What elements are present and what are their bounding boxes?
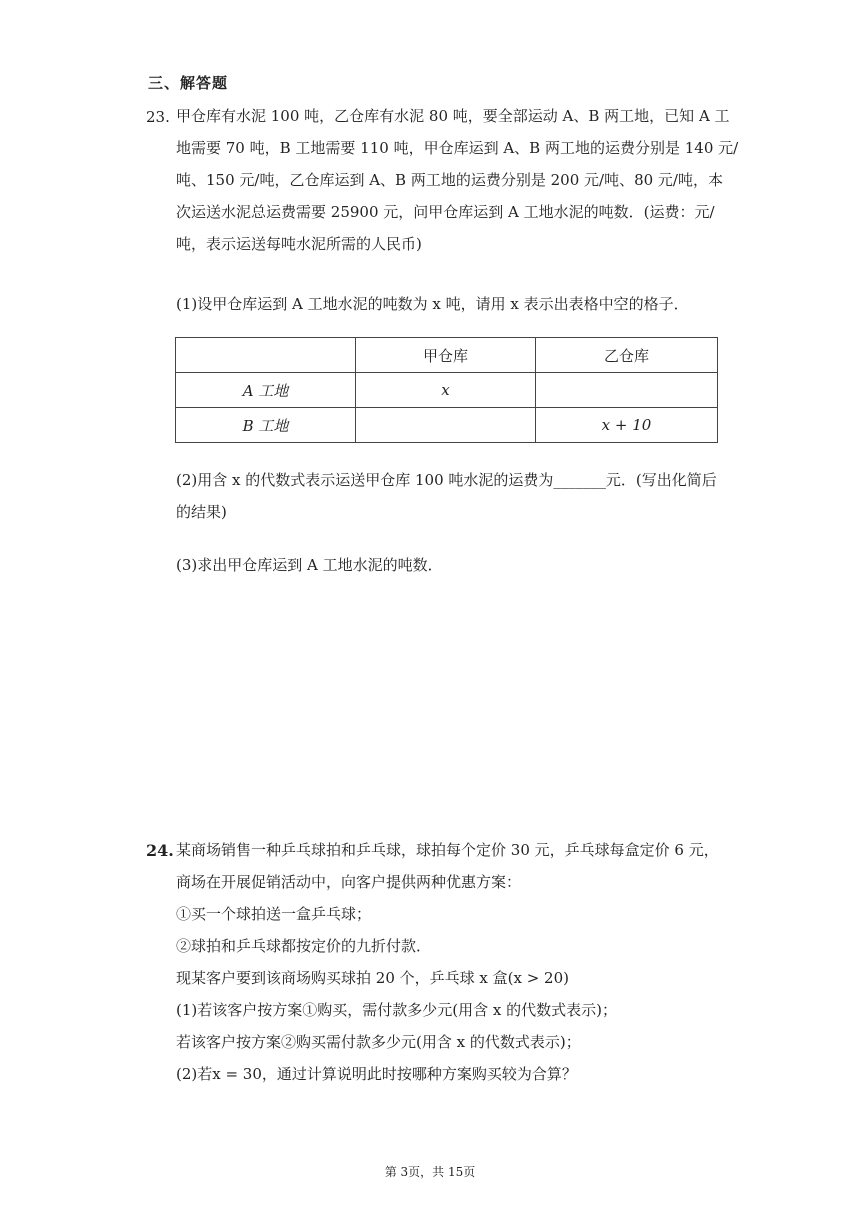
question-24-line: ②球拍和乒乓球都按定价的九折付款． xyxy=(176,937,432,955)
table-header-row xyxy=(176,338,718,373)
question-24-line: ①买一个球拍送一盒乒乓球； xyxy=(176,905,372,923)
question-24-line: 现某客户要到该商场购买球拍 20 个，乒乓球 x 盒(x > 20) xyxy=(176,969,569,987)
question-24-text xyxy=(176,834,719,1090)
table-cell: B 工地 xyxy=(176,408,356,443)
table-cell: x xyxy=(356,373,536,408)
question-23-line: 甲仓库有水泥 100 吨，乙仓库有水泥 80 吨，要全部运动 A、B 两工地，已知 A 工 xyxy=(176,107,730,125)
question-23-number: 23. xyxy=(146,108,170,126)
table-cell: x + 10 xyxy=(536,408,718,443)
table-cell: A 工地 xyxy=(176,373,356,408)
question-24-line: (1)若该客户按方案①购买，需付款多少元(用含 x 的代数式表示)； xyxy=(176,1001,617,1019)
table-row xyxy=(176,373,718,408)
table-cell xyxy=(356,408,536,443)
question-23-line: 地需要 70 吨，B 工地需要 110 吨，甲仓库运到 A、B 两工地的运费分别是 140 元/ xyxy=(176,139,739,157)
table-header-cell xyxy=(176,338,356,373)
question-24-line: 商场在开展促销活动中，向客户提供两种优惠方案： xyxy=(176,873,522,891)
transport-table xyxy=(175,337,718,443)
question-23-part-2-cont: 的结果) xyxy=(176,503,227,521)
question-24-line: (2)若x = 30，通过计算说明此时按哪种方案购买较为合算？ xyxy=(176,1065,577,1083)
question-23-part-3: (3)求出甲仓库运到 A 工地水泥的吨数． xyxy=(176,556,443,574)
question-23-line: 吨，表示运送每吨水泥所需的人民币) xyxy=(176,235,422,253)
question-23-line: 吨、150 元/吨，乙仓库运到 A、B 两工地的运费分别是 200 元/吨、80 元/吨，本 xyxy=(176,171,723,189)
page-footer: 第 3页，共 15页 xyxy=(384,1165,476,1179)
question-23-part-2: (2)用含 x 的代数式表示运送甲仓库 100 吨水泥的运费为_______元．(写出化简后 xyxy=(176,471,717,489)
table-row xyxy=(176,408,718,443)
question-24-line: 若该客户按方案②购买需付款多少元(用含 x 的代数式表示)； xyxy=(176,1033,581,1051)
table-header-cell: 乙仓库 xyxy=(536,338,718,373)
question-23-text xyxy=(176,100,739,260)
question-23-part-1: (1)设甲仓库运到 A 工地水泥的吨数为 x 吨，请用 x 表示出表格中空的格子． xyxy=(176,295,689,313)
table-cell xyxy=(536,373,718,408)
question-24-number: 24. xyxy=(146,841,174,860)
section-title: 三、解答题 xyxy=(148,74,229,92)
table-header-cell: 甲仓库 xyxy=(356,338,536,373)
question-24-line: 某商场销售一种乒乓球拍和乒乓球，球拍每个定价 30 元，乒乓球每盒定价 6 元， xyxy=(176,841,719,859)
question-23-line: 次运送水泥总运费需要 25900 元，问甲仓库运到 A 工地水泥的吨数．(运费：元/ xyxy=(176,203,715,221)
